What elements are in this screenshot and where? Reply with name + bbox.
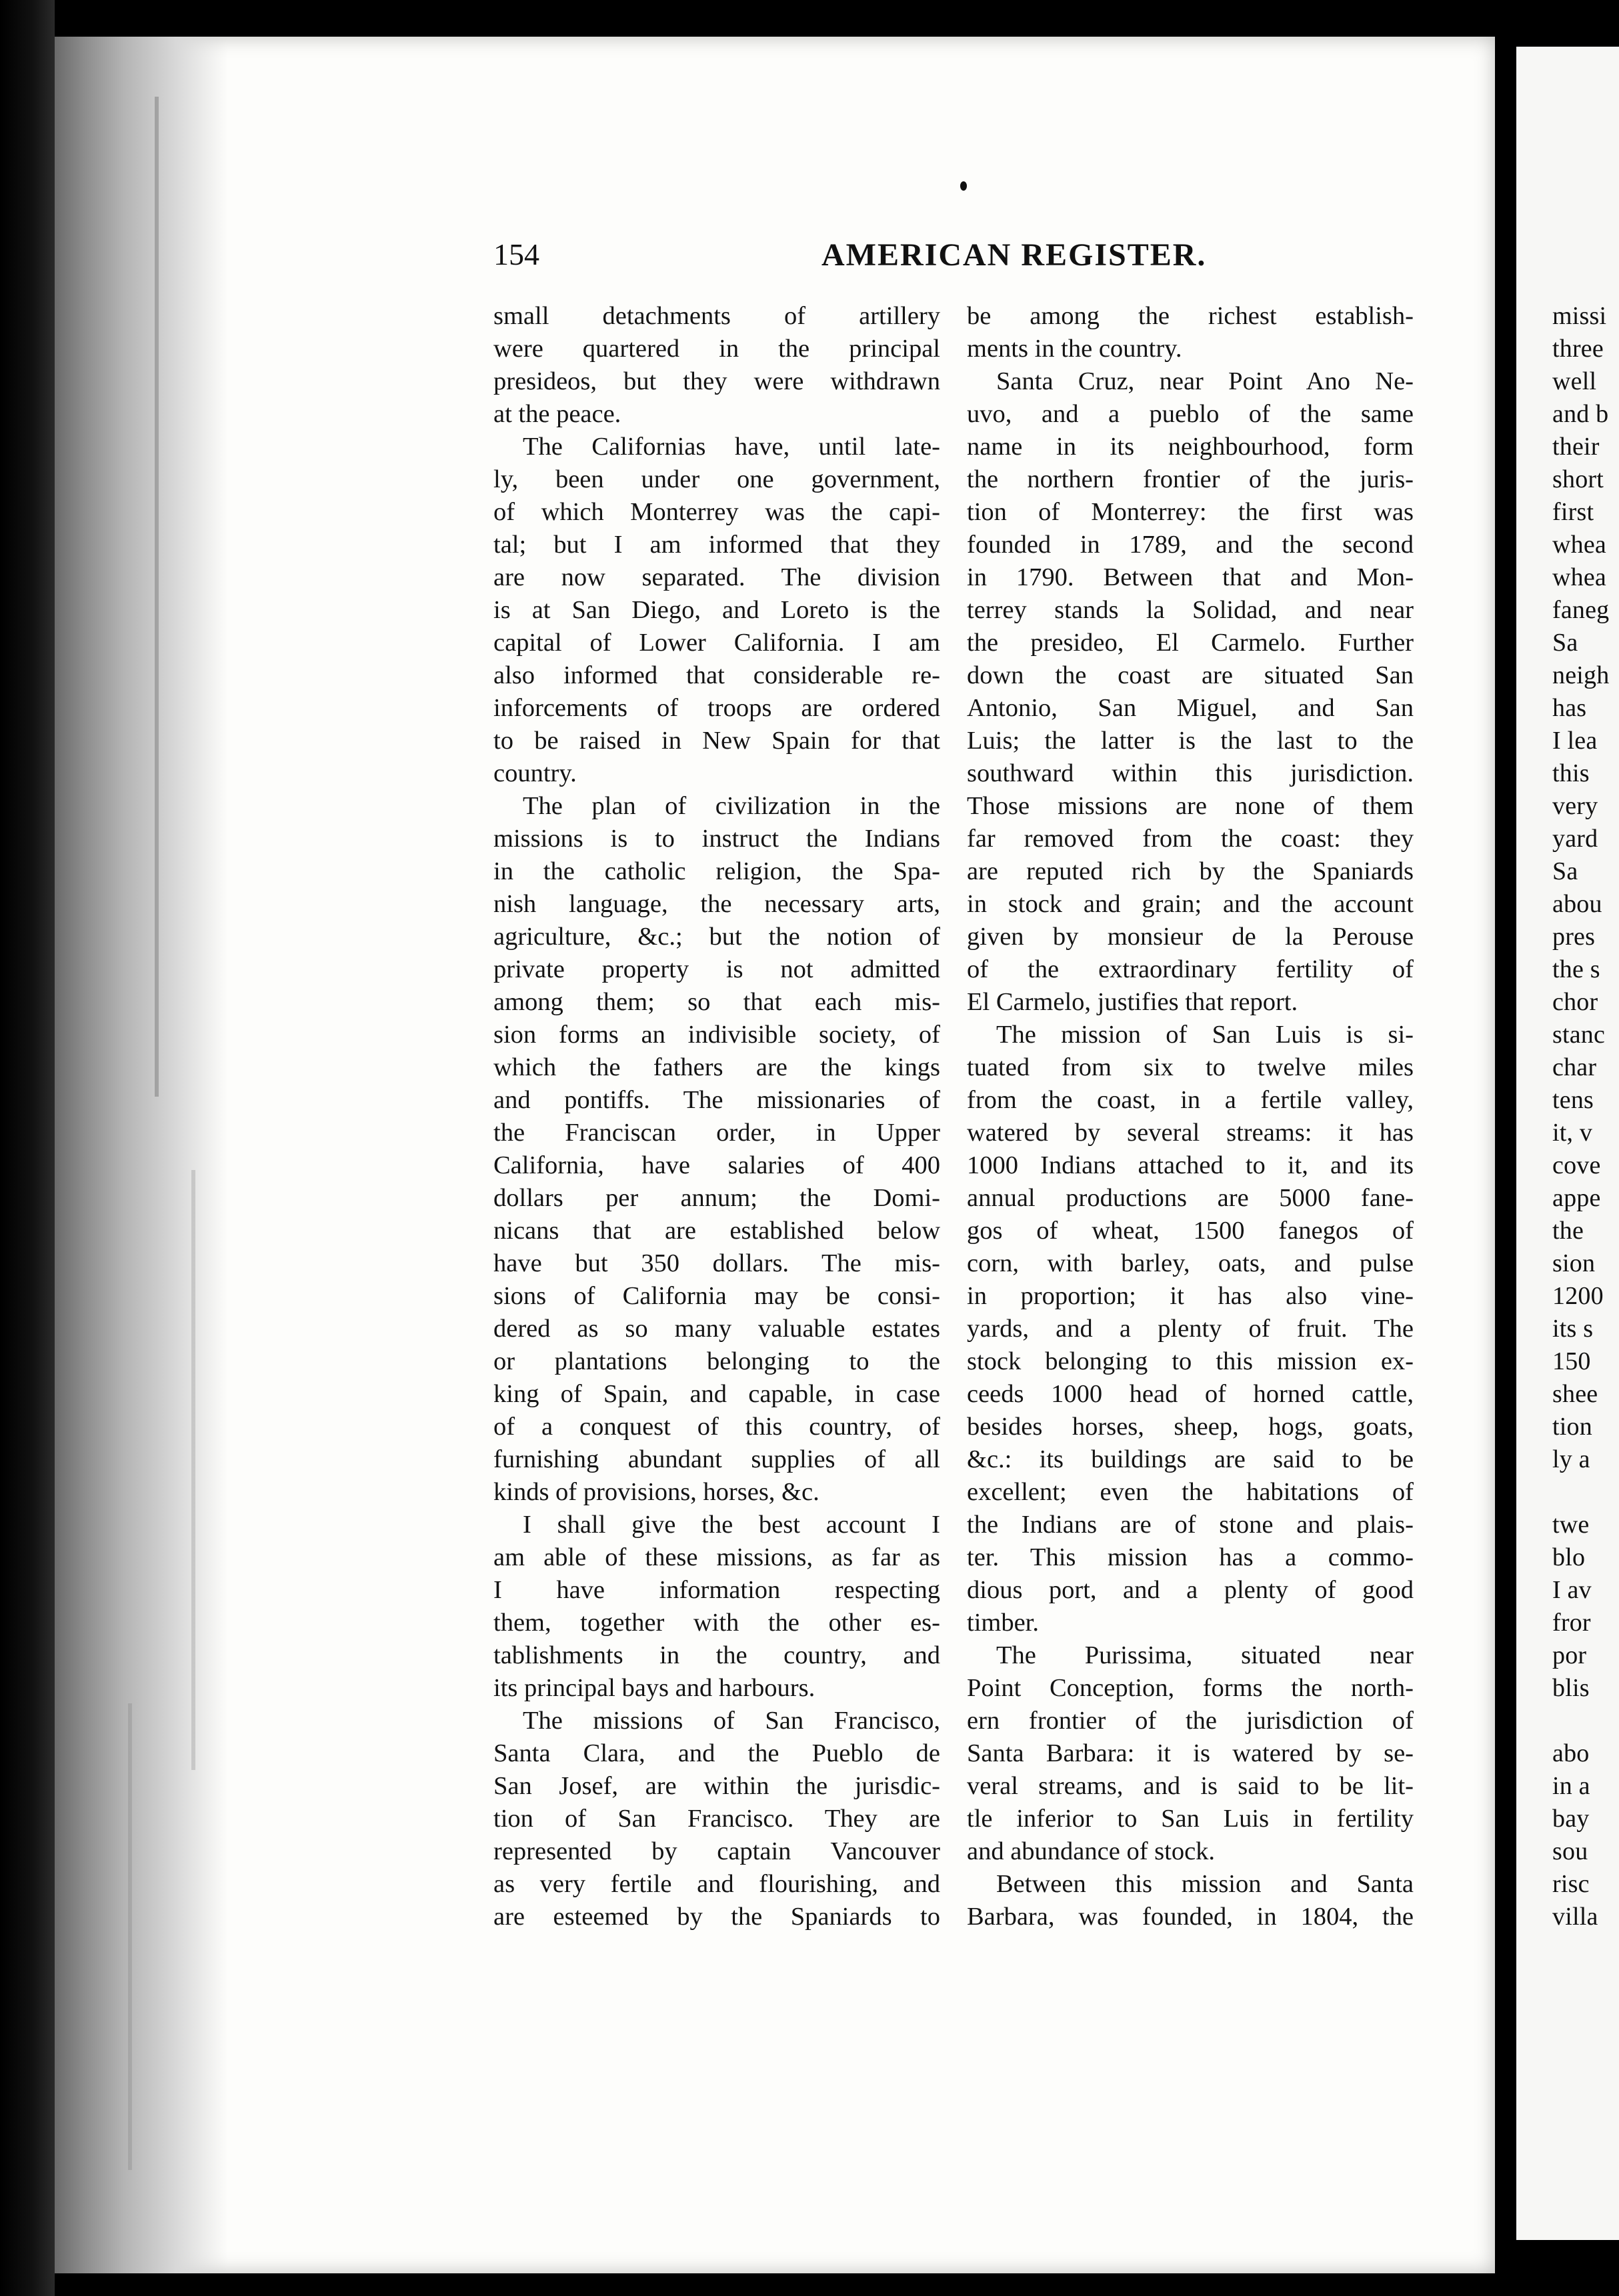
- text-line: king of Spain, and capable, in case: [493, 1380, 940, 1408]
- fragment-line: Sa: [1552, 857, 1578, 885]
- text-line: capital of Lower California. I am: [493, 629, 940, 657]
- page-gap: [1495, 0, 1516, 2296]
- gutter-streak: [128, 1703, 132, 2170]
- text-line: presideos, but they were withdrawn: [493, 367, 940, 395]
- text-line: tion of San Francisco. They are: [493, 1805, 940, 1833]
- text-line: kinds of provisions, horses, &c.: [493, 1478, 820, 1506]
- text-line: timber.: [967, 1609, 1039, 1637]
- page-header: [0, 237, 1619, 277]
- left-text-column: [493, 300, 940, 1933]
- text-line: Santa Cruz, near Point Ano Ne-: [996, 367, 1414, 395]
- fragment-line: in a: [1552, 1772, 1590, 1800]
- text-line: tal; but I am informed that they: [493, 531, 940, 559]
- fragment-line: fror: [1552, 1609, 1591, 1637]
- fragment-line: 1200: [1552, 1282, 1604, 1310]
- fragment-line: shee: [1552, 1380, 1598, 1408]
- fragment-line: neigh: [1552, 661, 1610, 689]
- page-number: 154: [493, 237, 539, 271]
- text-line: uvo, and a pueblo of the same: [967, 400, 1414, 428]
- text-line: which the fathers are the kings: [493, 1053, 940, 1081]
- fragment-line: sion: [1552, 1249, 1596, 1277]
- text-line: at the peace.: [493, 400, 621, 428]
- text-line: I have information respecting: [493, 1576, 940, 1604]
- text-line: The Purissima, situated near: [996, 1641, 1414, 1669]
- text-line: Barbara, was founded, in 1804, the: [967, 1903, 1414, 1931]
- text-line: San Josef, are within the jurisdic-: [493, 1772, 940, 1800]
- text-line: as very fertile and flourishing, and: [493, 1870, 940, 1898]
- fragment-line: appe: [1552, 1184, 1601, 1212]
- fragment-line: has: [1552, 694, 1587, 722]
- text-line: small detachments of artillery: [493, 302, 940, 330]
- fragment-line: sou: [1552, 1837, 1588, 1865]
- text-line: The plan of civilization in the: [523, 792, 940, 820]
- text-line: The missions of San Francisco,: [523, 1707, 940, 1735]
- next-page-fragment: [1516, 47, 1619, 2240]
- text-line: excellent; even the habitations of: [967, 1478, 1414, 1506]
- fragment-line: Sa: [1552, 629, 1578, 657]
- fragment-line: whea: [1552, 531, 1606, 559]
- text-line: I shall give the best account I: [523, 1511, 940, 1539]
- text-line: of a conquest of this country, of: [493, 1413, 940, 1441]
- text-line: given by monsieur de la Perouse: [967, 923, 1414, 951]
- text-line: terrey stands la Solidad, and near: [967, 596, 1414, 624]
- fragment-line: por: [1552, 1641, 1587, 1669]
- fragment-line: first: [1552, 498, 1594, 526]
- text-line: annual productions are 5000 fane-: [967, 1184, 1414, 1212]
- text-line: in proportion; it has also vine-: [967, 1282, 1414, 1310]
- text-line: and pontiffs. The missionaries of: [493, 1086, 940, 1114]
- text-line: ceeds 1000 head of horned cattle,: [967, 1380, 1414, 1408]
- text-line: country.: [493, 759, 577, 787]
- text-line: are esteemed by the Spaniards to: [493, 1903, 940, 1931]
- text-line: southward within this jurisdiction.: [967, 759, 1414, 787]
- fragment-line: risc: [1552, 1870, 1590, 1898]
- fragment-line: I av: [1552, 1576, 1592, 1604]
- fragment-line: missi: [1552, 302, 1607, 330]
- fragment-line: I lea: [1552, 727, 1598, 755]
- text-line: of which Monterrey was the capi-: [493, 498, 940, 526]
- text-line: are reputed rich by the Spaniards: [967, 857, 1414, 885]
- text-line: the northern frontier of the juris-: [967, 465, 1414, 493]
- text-line: dollars per annum; the Domi-: [493, 1184, 940, 1212]
- text-line: far removed from the coast: they: [967, 825, 1414, 853]
- fragment-line: whea: [1552, 563, 1606, 591]
- text-line: nish language, the necessary arts,: [493, 890, 940, 918]
- text-line: Antonio, San Miguel, and San: [967, 694, 1414, 722]
- text-line: dered as so many valuable estates: [493, 1315, 940, 1343]
- text-line: in stock and grain; and the account: [967, 890, 1414, 918]
- fragment-line: it, v: [1552, 1119, 1593, 1147]
- text-line: in the catholic religion, the Spa-: [493, 857, 940, 885]
- text-line: from the coast, in a fertile valley,: [967, 1086, 1414, 1114]
- fragment-line: their: [1552, 433, 1600, 461]
- fragment-line: very: [1552, 792, 1598, 820]
- text-line: El Carmelo, justifies that report.: [967, 988, 1298, 1016]
- text-line: ly, been under one government,: [493, 465, 940, 493]
- text-line: missions is to instruct the Indians: [493, 825, 940, 853]
- text-line: or plantations belonging to the: [493, 1347, 940, 1375]
- text-line: Luis; the latter is the last to the: [967, 727, 1414, 755]
- text-line: have but 350 dollars. The mis-: [493, 1249, 940, 1277]
- text-line: &c.: its buildings are said to be: [967, 1445, 1414, 1473]
- fragment-line: tion: [1552, 1413, 1592, 1441]
- text-line: the presideo, El Carmelo. Further: [967, 629, 1414, 657]
- fragment-line: the: [1552, 1217, 1584, 1245]
- right-text-column: [967, 300, 1414, 1933]
- text-line: Santa Barbara: it is watered by se-: [967, 1739, 1414, 1767]
- text-line: tuated from six to twelve miles: [967, 1053, 1414, 1081]
- text-line: inforcements of troops are ordered: [493, 694, 940, 722]
- fragment-line: faneg: [1552, 596, 1610, 624]
- text-line: Between this mission and Santa: [996, 1870, 1414, 1898]
- fragment-line: chor: [1552, 988, 1598, 1016]
- fragment-line: twe: [1552, 1511, 1590, 1539]
- text-line: ments in the country.: [967, 335, 1182, 363]
- fragment-line: its s: [1552, 1315, 1594, 1343]
- text-line: gos of wheat, 1500 fanegos of: [967, 1217, 1414, 1245]
- text-line: represented by captain Vancouver: [493, 1837, 940, 1865]
- text-line: its principal bays and harbours.: [493, 1674, 816, 1702]
- fragment-line: short: [1552, 465, 1604, 493]
- text-line: to be raised in New Spain for that: [493, 727, 940, 755]
- text-line: Santa Clara, and the Pueblo de: [493, 1739, 940, 1767]
- text-line: nicans that are established below: [493, 1217, 940, 1245]
- text-line: corn, with barley, oats, and pulse: [967, 1249, 1414, 1277]
- text-line: The Californias have, until late-: [523, 433, 940, 461]
- fragment-line: and b: [1552, 400, 1609, 428]
- text-line: sions of California may be consi-: [493, 1282, 940, 1310]
- fragment-line: ly a: [1552, 1445, 1590, 1473]
- text-line: besides horses, sheep, hogs, goats,: [967, 1413, 1414, 1441]
- text-line: are now separated. The division: [493, 563, 940, 591]
- text-line: tle inferior to San Luis in fertility: [967, 1805, 1414, 1833]
- text-line: ern frontier of the jurisdiction of: [967, 1707, 1414, 1735]
- fragment-line: char: [1552, 1053, 1597, 1081]
- text-line: among them; so that each mis-: [493, 988, 940, 1016]
- fragment-line: blis: [1552, 1674, 1590, 1702]
- text-line: them, together with the other es-: [493, 1609, 940, 1637]
- gutter-streak: [191, 1170, 195, 1770]
- text-line: tion of Monterrey: the first was: [967, 498, 1414, 526]
- ink-mark: [960, 181, 967, 191]
- fragment-line: pres: [1552, 923, 1596, 951]
- fragment-line: three: [1552, 335, 1604, 363]
- fragment-line: abou: [1552, 890, 1602, 918]
- text-line: agriculture, &c.; but the notion of: [493, 923, 940, 951]
- fragment-line: 150: [1552, 1347, 1591, 1375]
- running-head: AMERICAN REGISTER.: [822, 237, 1207, 273]
- fragment-line: blo: [1552, 1543, 1586, 1571]
- fragment-line: bay: [1552, 1805, 1590, 1833]
- text-line: in 1790. Between that and Mon-: [967, 563, 1414, 591]
- text-line: of the extraordinary fertility of: [967, 955, 1414, 983]
- text-line: the Indians are of stone and plais-: [967, 1511, 1414, 1539]
- text-line: furnishing abundant supplies of all: [493, 1445, 940, 1473]
- fragment-line: yard: [1552, 825, 1598, 853]
- text-line: Point Conception, forms the north-: [967, 1674, 1414, 1702]
- text-line: am able of these missions, as far as: [493, 1543, 940, 1571]
- text-line: name in its neighbourhood, form: [967, 433, 1414, 461]
- text-line: private property is not admitted: [493, 955, 940, 983]
- text-line: yards, and a plenty of fruit. The: [967, 1315, 1414, 1343]
- text-line: the Franciscan order, in Upper: [493, 1119, 940, 1147]
- text-line: is at San Diego, and Loreto is the: [493, 596, 940, 624]
- text-line: also informed that considerable re-: [493, 661, 940, 689]
- text-line: The mission of San Luis is si-: [996, 1021, 1414, 1049]
- fragment-line: stanc: [1552, 1021, 1606, 1049]
- page-gutter-shadow: [55, 37, 228, 2273]
- text-line: and abundance of stock.: [967, 1837, 1216, 1865]
- text-line: founded in 1789, and the second: [967, 531, 1414, 559]
- text-line: watered by several streams: it has: [967, 1119, 1414, 1147]
- text-line: 1000 Indians attached to it, and its: [967, 1151, 1414, 1179]
- text-line: stock belonging to this mission ex-: [967, 1347, 1414, 1375]
- text-line: down the coast are situated San: [967, 661, 1414, 689]
- text-line: sion forms an indivisible society, of: [493, 1021, 940, 1049]
- text-line: Those missions are none of them: [967, 792, 1414, 820]
- text-line: dious port, and a plenty of good: [967, 1576, 1414, 1604]
- fragment-line: this: [1552, 759, 1590, 787]
- scan-left-border: [0, 0, 55, 2296]
- fragment-line: well: [1552, 367, 1597, 395]
- text-line: ter. This mission has a commo-: [967, 1543, 1414, 1571]
- fragment-line: abo: [1552, 1739, 1590, 1767]
- fragment-line: villa: [1552, 1903, 1598, 1931]
- text-line: veral streams, and is said to be lit-: [967, 1772, 1414, 1800]
- fragment-line: cove: [1552, 1151, 1601, 1179]
- fragment-line: tens: [1552, 1086, 1594, 1114]
- text-line: be among the richest establish-: [967, 302, 1414, 330]
- text-line: were quartered in the principal: [493, 335, 940, 363]
- text-line: California, have salaries of 400: [493, 1151, 940, 1179]
- fragment-line: the s: [1552, 955, 1600, 983]
- text-line: tablishments in the country, and: [493, 1641, 940, 1669]
